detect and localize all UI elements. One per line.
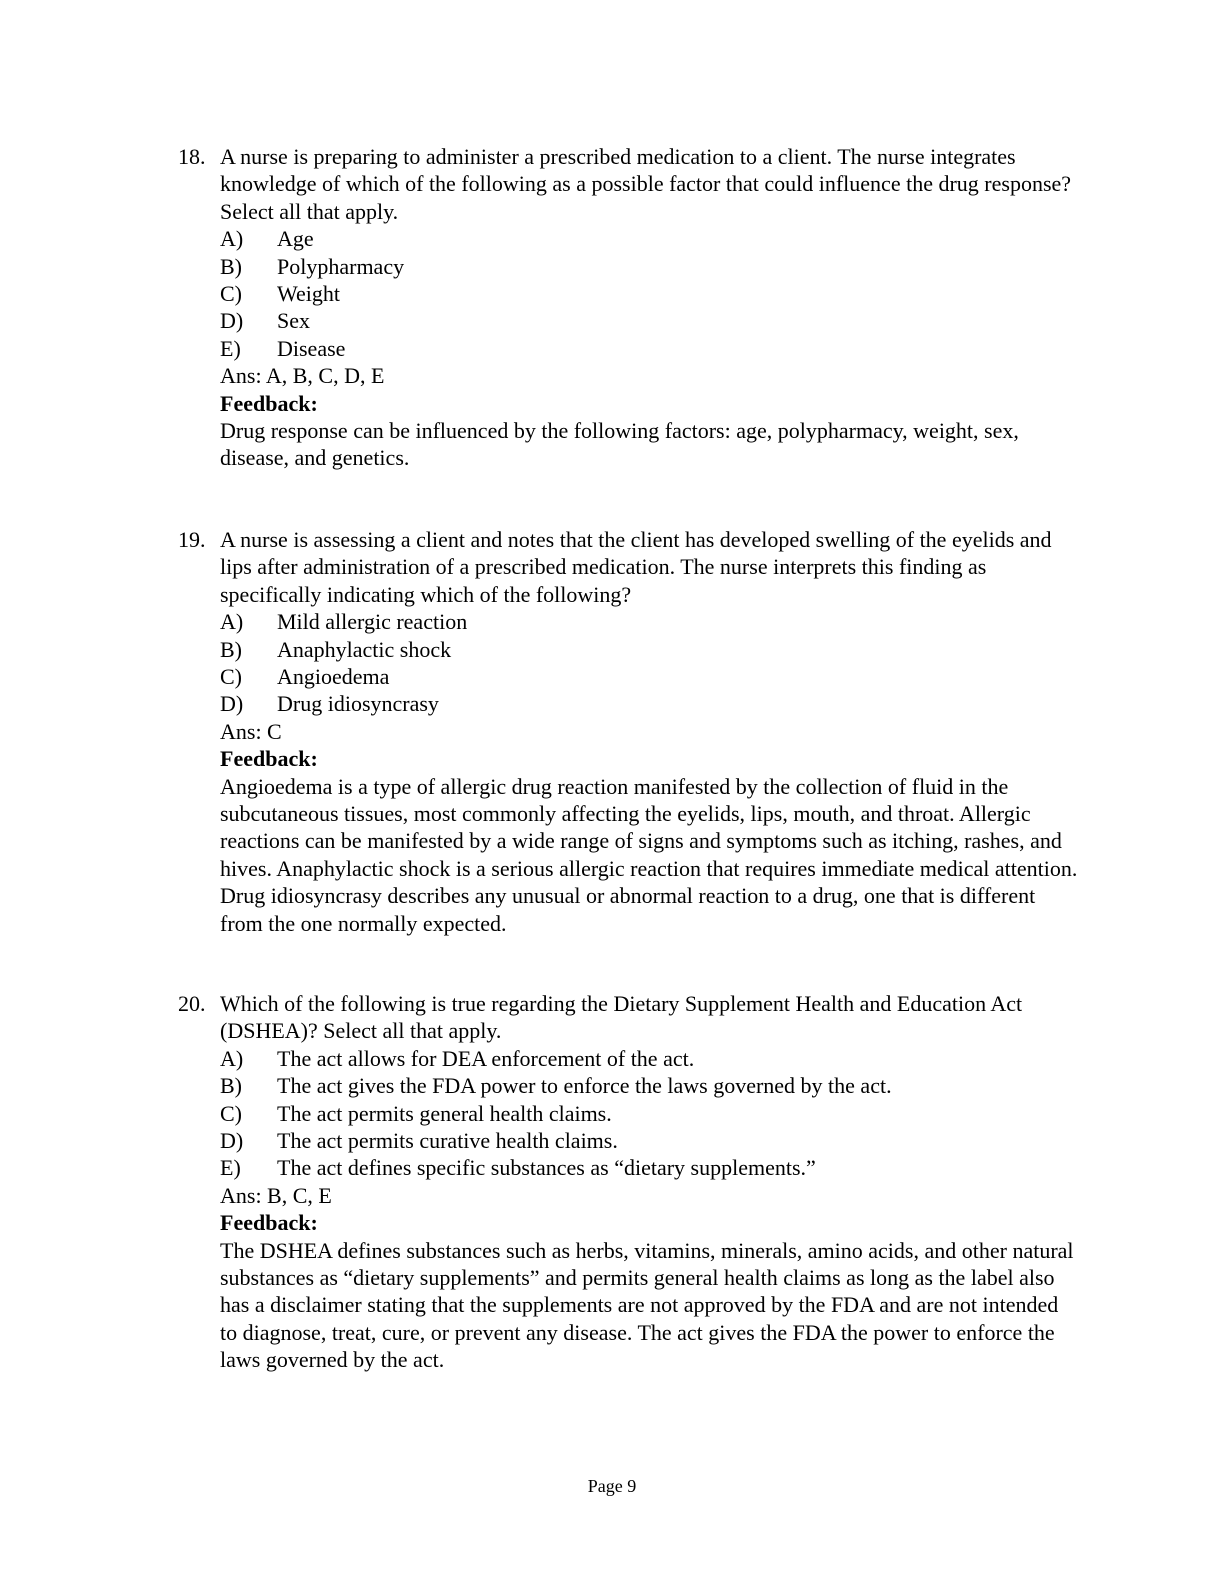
option-letter: B) [220, 1073, 242, 1099]
option-text: Anaphylactic shock [277, 636, 452, 662]
answer-line: Ans: A, B, C, D, E [220, 363, 385, 389]
option-text: Weight [277, 281, 340, 307]
option-letter: D) [220, 1128, 244, 1154]
option-item [220, 608, 1078, 635]
option-list [220, 1045, 1078, 1374]
option-item [220, 636, 1078, 663]
option-text: Sex [277, 308, 310, 334]
option-item [220, 335, 1078, 362]
feedback-text: Angioedema is a type of allergic drug reaction manifested by the collection of fluid in the subcutaneous tissues, most commonly affecting the eyelids, lips, mouth, and throat. Allergic reactions can be manifested by a wide range of signs and symptoms such as itching, rashes, and hives. Anaphylactic shock is a serious allergic reaction that requires immediate medical attention. Drug idiosyncrasy describes any unusual or abnormal reaction to a drug, one that is different from the one normally expected. [220, 773, 1078, 936]
option-letter: A) [220, 226, 244, 252]
option-item [220, 663, 1078, 690]
question-18 [178, 143, 1078, 472]
feedback-heading: Feedback: [220, 1210, 318, 1236]
option-letter: B) [220, 253, 242, 279]
option-list [220, 225, 1078, 472]
option-item [220, 253, 1078, 280]
option-letter: C) [220, 281, 242, 307]
option-text: The act defines specific substances as “dietary supplements.” [277, 1155, 816, 1181]
option-letter: C) [220, 1100, 242, 1126]
feedback-heading: Feedback: [220, 390, 318, 416]
option-text: Age [277, 226, 314, 252]
option-text: Disease [277, 335, 346, 361]
option-item [220, 1100, 1078, 1127]
option-item [220, 225, 1078, 252]
option-text: Polypharmacy [277, 253, 405, 279]
answer-line: Ans: C [220, 718, 282, 744]
question-number: 18. [178, 144, 206, 169]
option-letter: D) [220, 308, 244, 334]
page-number: Page 9 [587, 1476, 637, 1496]
question-stem [178, 990, 1078, 1045]
option-item [220, 1127, 1078, 1154]
option-letter: E) [220, 1155, 241, 1181]
feedback-text: Drug response can be influenced by the following factors: age, polypharmacy, weight, sex, disease, and genetics. [220, 418, 1019, 471]
feedback-heading: Feedback: [220, 746, 318, 772]
option-letter: E) [220, 335, 241, 361]
question-text: A nurse is assessing a client and notes that the client has developed swelling of the eyelids and lips after administration of a prescribed medication. The nurse interprets this finding as specifically indicating which of the following? [220, 527, 1052, 607]
option-item [220, 1154, 1078, 1181]
question-number: 20. [178, 991, 206, 1016]
option-text: Angioedema [277, 664, 390, 690]
option-letter: C) [220, 664, 242, 690]
question-number: 19. [178, 527, 206, 552]
option-text: The act permits curative health claims. [277, 1128, 618, 1154]
option-letter: B) [220, 636, 242, 662]
option-text: The act allows for DEA enforcement of the act. [277, 1045, 695, 1071]
option-item [220, 307, 1078, 334]
feedback-text: The DSHEA defines substances such as herbs, vitamins, minerals, amino acids, and other natural substances as “dietary supplements” and permits general health claims as long as the label also has a disclaimer stating that the supplements are not approved by the FDA and are not intended to diagnose, treat, cure, or prevent any disease. The act gives the FDA the power to enforce the laws governed by the act. [220, 1237, 1074, 1373]
option-text: Drug idiosyncrasy [277, 691, 439, 717]
option-text: The act permits general health claims. [277, 1100, 612, 1126]
answer-line: Ans: B, C, E [220, 1182, 332, 1208]
question-20 [178, 990, 1078, 1374]
option-item [220, 690, 1078, 717]
option-item [220, 1072, 1078, 1099]
option-item [220, 1045, 1078, 1072]
option-list [220, 608, 1078, 937]
question-stem [178, 143, 1078, 225]
option-text: Mild allergic reaction [277, 609, 468, 635]
option-letter: D) [220, 691, 244, 717]
question-stem [178, 526, 1078, 608]
option-letter: A) [220, 1045, 244, 1071]
option-text: The act gives the FDA power to enforce the laws governed by the act. [277, 1073, 892, 1099]
question-19 [178, 526, 1078, 937]
option-item [220, 280, 1078, 307]
question-text: Which of the following is true regarding the Dietary Supplement Health and Education Act (DSHEA)? Select all that apply. [220, 991, 1023, 1044]
option-letter: A) [220, 609, 244, 635]
question-text: A nurse is preparing to administer a prescribed medication to a client. The nurse integrates knowledge of which of the following as a possible factor that could influence the drug response? Select all that apply. [220, 144, 1072, 224]
